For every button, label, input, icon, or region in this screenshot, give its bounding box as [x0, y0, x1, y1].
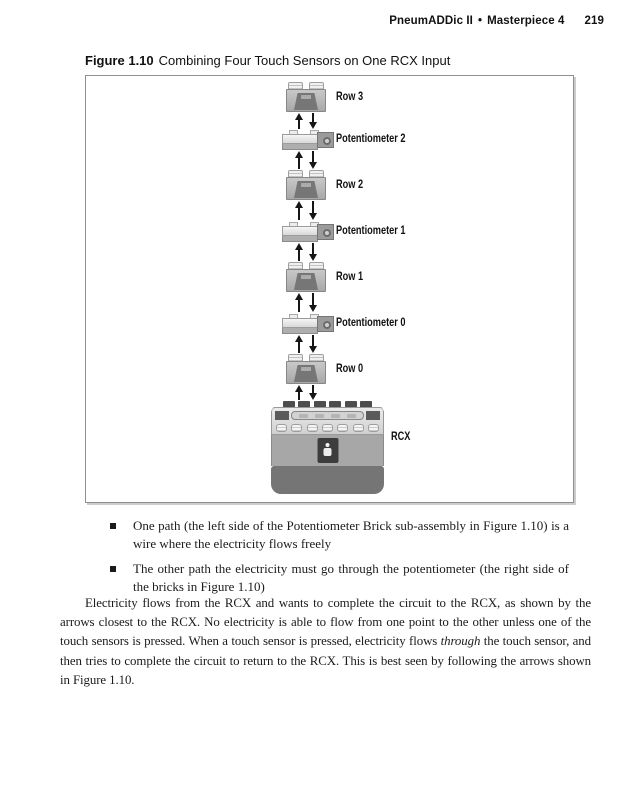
rcx-button-icon	[324, 443, 332, 457]
rcx-mid-band	[271, 435, 384, 466]
down-arrow-icon	[312, 385, 314, 394]
body-paragraph	[60, 594, 591, 690]
touch-sensor-button	[294, 273, 318, 290]
brick-label-pot1: Potentiometer 1	[336, 225, 406, 237]
rcx-button-pad	[317, 438, 338, 463]
touch-sensor-button	[294, 181, 318, 198]
stud-icon	[347, 414, 356, 418]
potentiometer-box	[317, 224, 334, 240]
touch-sensor-body	[286, 177, 326, 200]
touch-sensor-brick-row2	[286, 170, 326, 200]
bullet-item	[110, 560, 570, 596]
stud-icon	[309, 170, 324, 177]
bullet-item	[110, 517, 570, 553]
potentiometer-knob-icon	[323, 321, 331, 329]
up-arrow-icon	[298, 341, 300, 353]
potentiometer-base	[282, 144, 318, 150]
touch-sensor-body	[286, 269, 326, 292]
bullet-text: One path (the left side of the Potentiometer Brick sub-assembly in Figure 1.10) is a wire where the electricity flows freely	[133, 518, 569, 551]
potentiometer-box	[317, 316, 334, 332]
figure-caption-title: Combining Four Touch Sensors on One RCX Input	[158, 53, 451, 68]
rcx-brick	[271, 401, 384, 494]
stud-icon	[322, 424, 333, 432]
figure-caption	[85, 53, 450, 68]
up-arrow-icon	[298, 119, 300, 129]
rcx-connector-block	[366, 411, 380, 420]
potentiometer-brick-1	[282, 222, 334, 242]
stud-icon	[299, 414, 308, 418]
bullet-marker-icon	[110, 566, 116, 572]
rcx-connector-block	[275, 411, 289, 420]
up-arrow-icon	[298, 391, 300, 400]
stud-icon	[288, 262, 303, 269]
potentiometer-brick-2	[282, 130, 334, 150]
rcx-input-slot	[291, 411, 364, 420]
down-arrow-icon	[312, 201, 314, 214]
touch-sensor-button	[294, 93, 318, 110]
down-arrow-icon	[312, 243, 314, 255]
stud-icon	[276, 424, 287, 432]
arrow-pair	[290, 201, 322, 220]
bullet-text: The other path the electricity must go through the potentiometer (the right side of the bricks in Figure 1.10)	[133, 561, 569, 594]
arrow-pair	[290, 293, 322, 312]
header-bullet-separator: •	[477, 15, 483, 27]
touch-sensor-brick-row3	[286, 82, 326, 112]
brick-label-pot2: Potentiometer 2	[336, 133, 406, 145]
stud-icon	[309, 262, 324, 269]
stud-icon	[309, 354, 324, 361]
brick-label-row1: Row 1	[336, 271, 364, 283]
potentiometer-base	[282, 236, 318, 242]
potentiometer-knob-icon	[323, 137, 331, 145]
brick-label-row3: Row 3	[336, 91, 364, 103]
down-arrow-icon	[312, 113, 314, 123]
page-header	[389, 15, 604, 27]
stud-icon	[288, 170, 303, 177]
potentiometer-knob-icon	[323, 229, 331, 237]
paragraph-italic-word: through	[440, 634, 481, 649]
bullet-marker-icon	[110, 523, 116, 529]
stud-icon	[289, 222, 298, 226]
touch-sensor-body	[286, 361, 326, 384]
stud-icon	[289, 314, 298, 318]
stud-icon	[309, 82, 324, 89]
stud-icon	[288, 354, 303, 361]
running-head-section: Masterpiece 4	[487, 15, 565, 27]
up-arrow-icon	[298, 207, 300, 220]
brick-label-row2: Row 2	[336, 179, 364, 191]
arrow-pair	[290, 151, 322, 169]
arrow-pair	[290, 113, 322, 129]
up-arrow-icon	[298, 299, 300, 312]
arrow-pair	[290, 385, 322, 400]
down-arrow-icon	[312, 151, 314, 163]
running-head-title: PneumADDic II	[389, 15, 473, 27]
touch-sensor-body	[286, 89, 326, 112]
potentiometer-base	[282, 328, 318, 334]
stud-icon	[289, 130, 298, 134]
stud-icon	[288, 82, 303, 89]
rcx-stud-row	[276, 424, 379, 432]
stud-icon	[368, 424, 379, 432]
paragraph-text-1: Electricity flows from the RCX and wants to complete the circuit to the RCX, as shown by the arrows closest to the RCX. No electricity is able to flow from one point to the other unless one of the touch sensors is pressed. When a touch sensor is pressed, electricity flows	[60, 596, 591, 649]
stud-icon	[315, 414, 324, 418]
touch-sensor-button	[294, 365, 318, 382]
page-number: 219	[584, 15, 604, 27]
potentiometer-brick-0	[282, 314, 334, 334]
arrow-pair	[290, 335, 322, 353]
touch-sensor-brick-row0	[286, 354, 326, 384]
stud-icon	[331, 414, 340, 418]
brick-label-pot0: Potentiometer 0	[336, 317, 406, 329]
stud-icon	[353, 424, 364, 432]
down-arrow-icon	[312, 293, 314, 306]
figure-box	[85, 75, 574, 503]
potentiometer-box	[317, 132, 334, 148]
figure-caption-label: Figure 1.10	[85, 53, 154, 68]
stud-icon	[307, 424, 318, 432]
up-arrow-icon	[298, 157, 300, 169]
rcx-upper-deck	[271, 407, 384, 435]
paragraph-text-2: the touch sensor, and then tries to complete the circuit to return to the RCX. This is best seen by following the arrows shown in Figure 1.10.	[60, 634, 591, 687]
up-arrow-icon	[298, 249, 300, 261]
stud-icon	[337, 424, 348, 432]
rcx-label: RCX	[391, 431, 411, 443]
touch-sensor-brick-row1	[286, 262, 326, 292]
stud-icon	[291, 424, 302, 432]
down-arrow-icon	[312, 335, 314, 347]
bullet-list	[110, 517, 570, 603]
rcx-base	[271, 466, 384, 494]
arrow-pair	[290, 243, 322, 261]
brick-label-row0: Row 0	[336, 363, 364, 375]
